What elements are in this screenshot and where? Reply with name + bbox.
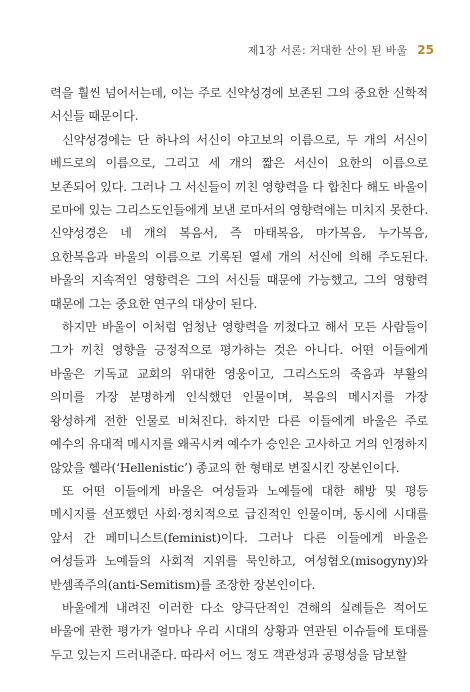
- running-header: [248, 42, 434, 58]
- body-text: [50, 82, 428, 667]
- page-number: 25: [417, 43, 434, 57]
- chapter-title: 제1장 서론: 거대한 산이 된 바울: [247, 44, 408, 57]
- paragraph-5: 바울에게 내려진 이러한 다소 양극단적인 견해의 실례들은 적어도 바울에 관한 평가가 얼마나 우리 시대의 상황과 연관된 이슈들에 토대를 두고 있는지 드러내준다. 따라서 어느 정도 객관성과 공평성을 담보할: [50, 600, 428, 662]
- paragraph-4: 또 어떤 이들에게 바울은 여성들과 노예들에 대한 해방 및 평등 메시지를 선포했던 사회·정치적으로 급진적인 인물이며, 동시에 시대를 앞서 간 페미니스트(feminist)이다. 그러나 다른 이들에게 바울은 여성들과 노예들의 사회적 지위를 묵인하고, 여성혐오(misogyny)와 반셈족주의(anti-Semitism)를 조장한 장본인이다.: [50, 483, 428, 592]
- paragraph-2: 신약성경에는 단 하나의 서신이 야고보의 이름으로, 두 개의 서신이 베드로의 이름으로, 그리고 세 개의 짧은 서신이 요한의 이름으로 보존되어 있다. 그러나 그 서신들이 끼친 영향력을 다 합친다 해도 바울이 로마에 있는 그리스도인들에게 보낸 로마서의 영향력에는 미치지 못한다. 신약성경은 네 개의 복음서, 즉 마태복음, 마가복음, 누가복음, 요한복음과 바울의 이름으로 기록된 열세 개의 서신에 의해 주도된다. 바울의 지속적인 영향력은 그의 서신들 때문에 가능했고, 그의 영향력 때문에 그는 중요한 연구의 대상이 된다.: [50, 132, 428, 311]
- paragraph-3: 하지만 바울이 이처럼 엄청난 영향력을 끼쳤다고 해서 모든 사람들이 그가 끼친 영향을 긍정적으로 평가하는 것은 아니다. 어떤 이들에게 바울은 기독교 교회의 위대한 영웅이고, 그리스도의 죽음과 부활의 의미를 가장 분명하게 인식했던 인물이며, 복음의 메시지를 가장 왕성하게 전한 인물로 비쳐진다. 하지만 다른 이들에게 바울은 주로 예수의 유대적 메시지를 왜곡시켜 예수가 승인은 고사하고 거의 인정하지 않았을 헬라(‘Hellenistic’) 종교의 한 형태로 변질시킨 장본인이다.: [50, 320, 428, 475]
- paragraph-1: 력을 훨씬 넘어서는데, 이는 주로 신약성경에 보존된 그의 중요한 신학적 서신들 때문이다.: [50, 86, 428, 124]
